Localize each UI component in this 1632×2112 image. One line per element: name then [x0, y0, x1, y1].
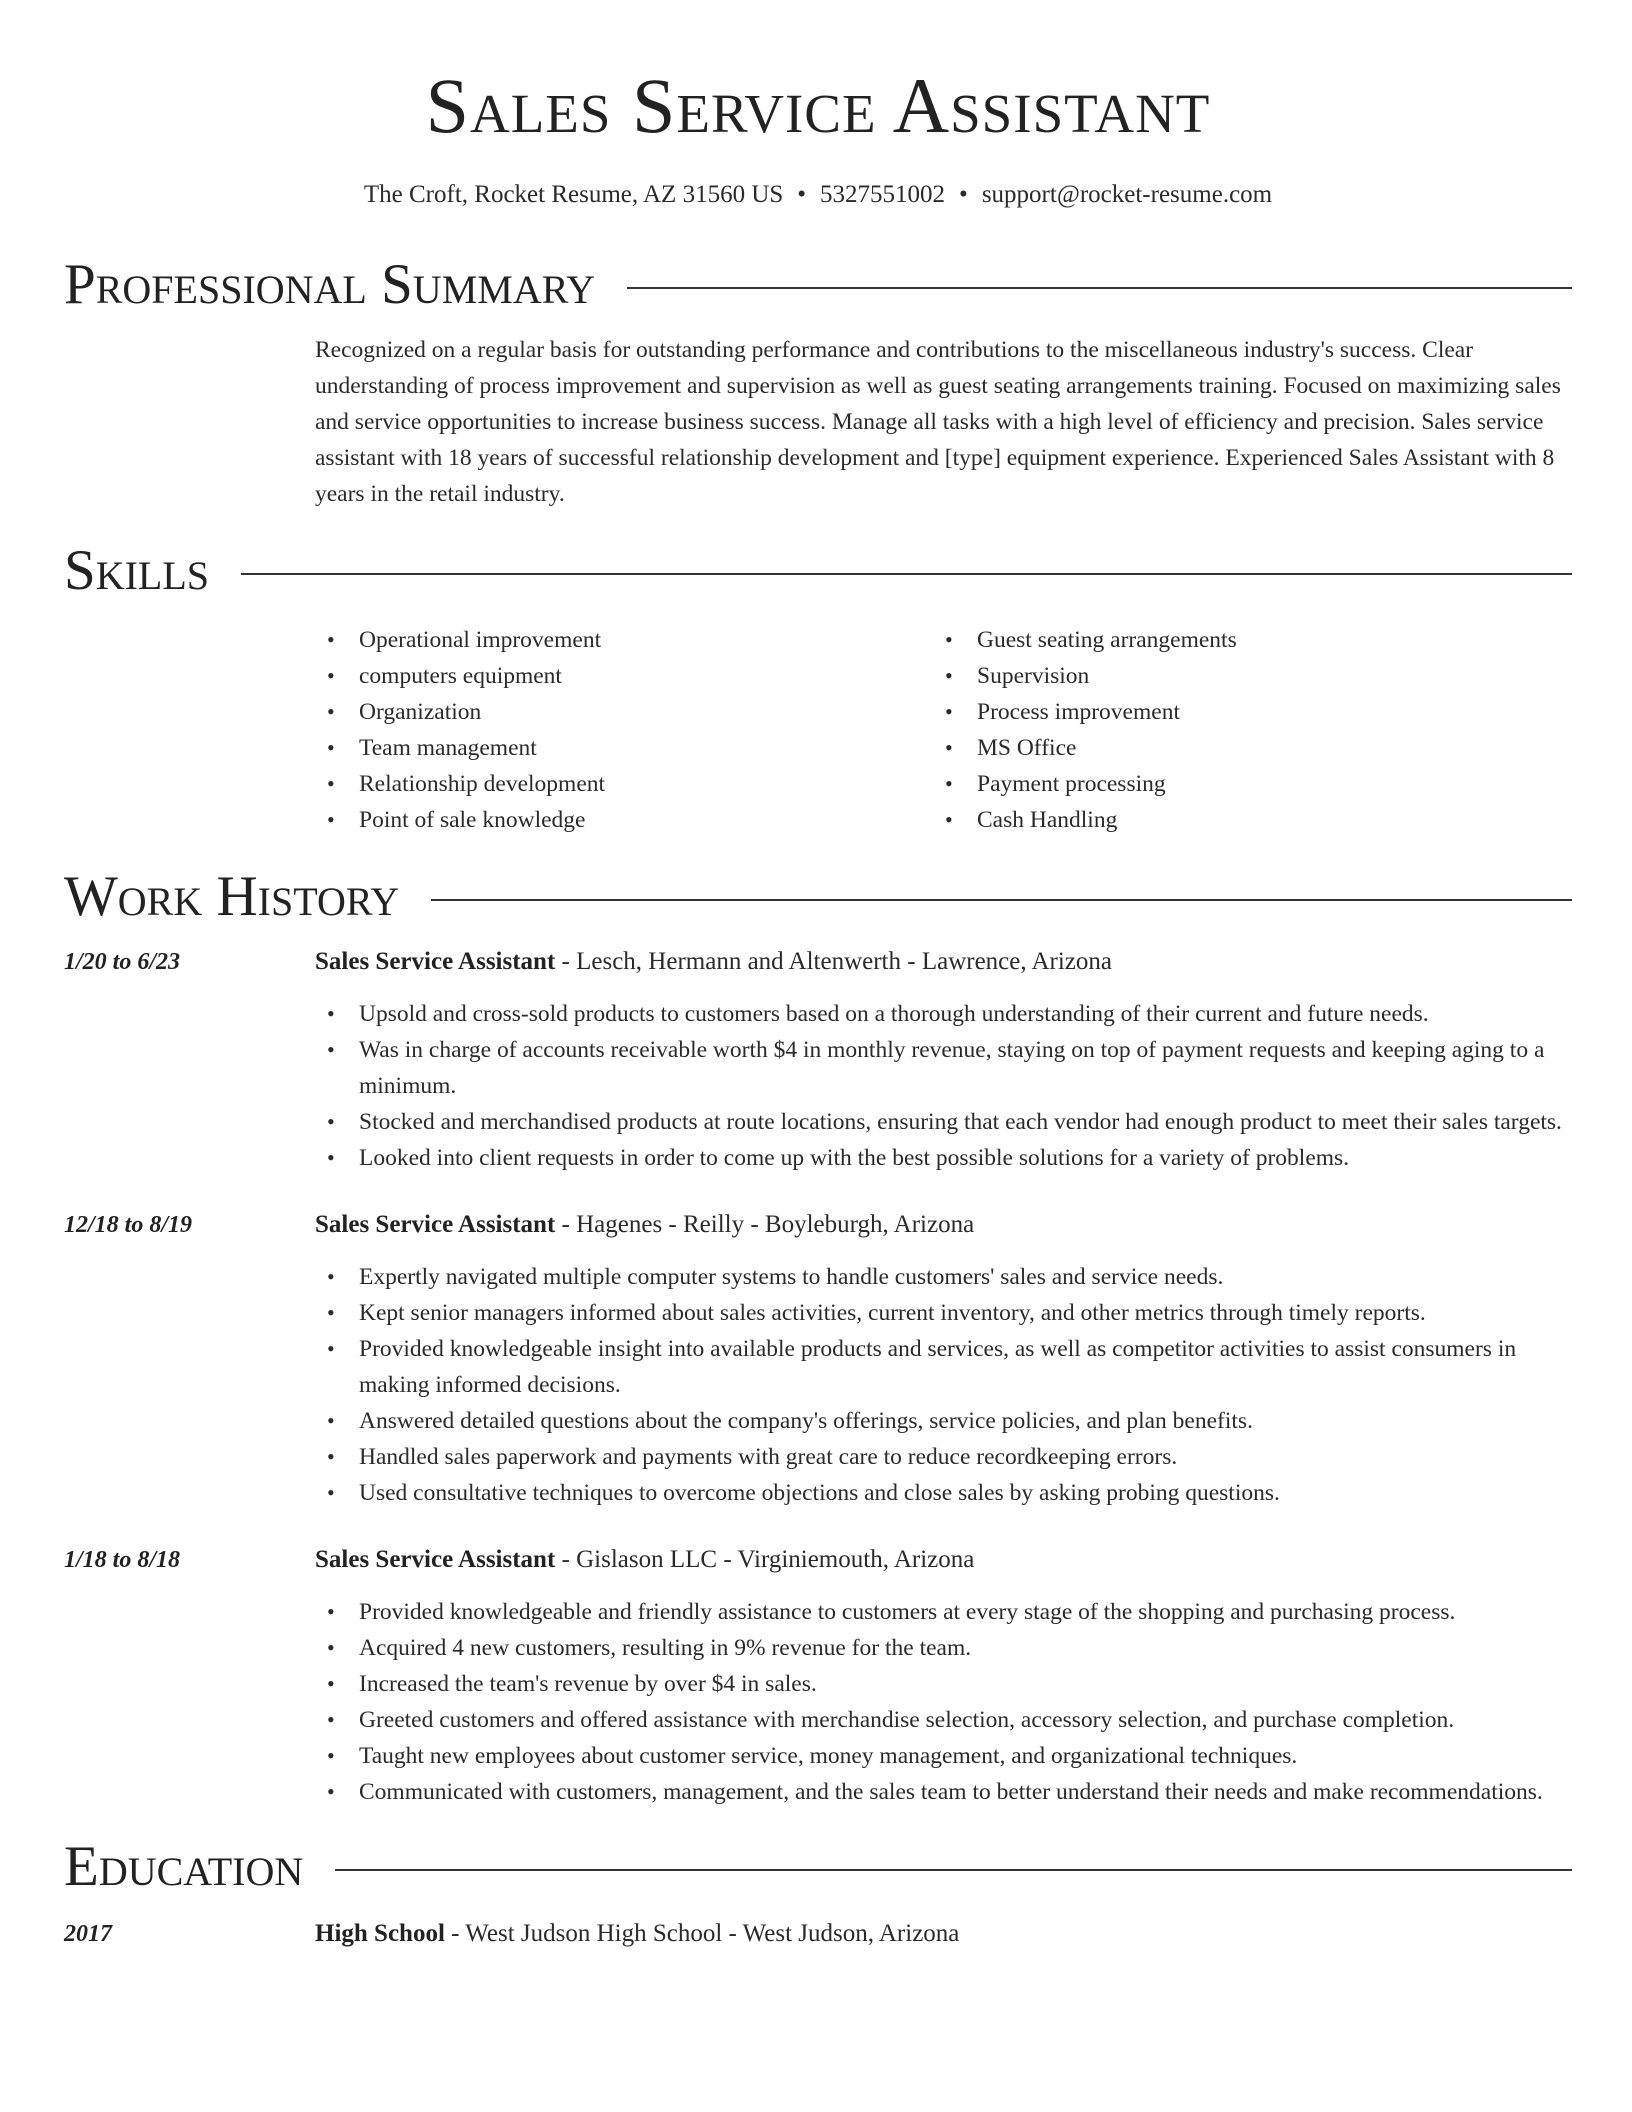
job-title-line [315, 1542, 1572, 1578]
section-divider [241, 573, 1572, 575]
job-title: Sales Service Assistant [315, 1211, 556, 1238]
education-entry [64, 1916, 1572, 1952]
work-heading-text: Work History [64, 865, 400, 928]
job-bullet: • Used consultative techniques to overcome objections and close sales by asking probing questions. [315, 1475, 1572, 1511]
summary-section [315, 332, 1572, 512]
job-title: Sales Service Assistant [315, 1546, 556, 1573]
job-title-line [315, 944, 1572, 980]
job-body [315, 944, 1572, 1176]
job-title: Sales Service Assistant [315, 948, 556, 975]
job-bullet: • Provided knowledgeable and friendly assistance to customers at every stage of the shopping and purchasing process. [315, 1594, 1572, 1630]
job-bullet: • Kept senior managers informed about sales activities, current inventory, and other metrics through timely reports. [315, 1295, 1572, 1331]
section-divider [431, 899, 1572, 901]
skill-item: • Operational improvement [315, 622, 933, 658]
job-dates: 1/20 to 6/23 [64, 949, 181, 975]
job-body [315, 1207, 1572, 1511]
job-bullet: • Greeted customers and offered assistance with merchandise selection, accessory selection, and purchase completion. [315, 1702, 1572, 1738]
job-bullet: • Taught new employees about customer service, money management, and organizational techniques. [315, 1738, 1572, 1774]
job-bullets [315, 1594, 1572, 1810]
job-bullets [315, 996, 1572, 1176]
job-bullet: • Was in charge of accounts receivable worth $4 in monthly revenue, staying on top of payment requests and keeping aging to a minimum. [315, 1032, 1572, 1104]
resume-page [64, 0, 1572, 1952]
job-dates: 1/18 to 8/18 [64, 1547, 181, 1573]
skill-item: • MS Office [933, 730, 1551, 766]
job-bullet: • Handled sales paperwork and payments with great care to reduce recordkeeping errors. [315, 1439, 1572, 1475]
contact-email: support@rocket-resume.com [981, 181, 1273, 208]
job-bullets [315, 1259, 1572, 1511]
job-bullet: • Answered detailed questions about the company's offerings, service policies, and plan benefits. [315, 1403, 1572, 1439]
skill-item: • computers equipment [315, 658, 933, 694]
job-employer: - Gislason LLC - Virginiemouth, Arizona [555, 1546, 975, 1573]
summary-heading-text: Professional Summary [64, 253, 596, 316]
job-employer: - Hagenes - Reilly - Boyleburgh, Arizona [555, 1211, 975, 1238]
contact-address: The Croft, Rocket Resume, AZ 31560 US [363, 181, 784, 208]
skill-item: • Guest seating arrangements [933, 622, 1551, 658]
job-entry [64, 944, 1572, 1176]
job-title-line [315, 1207, 1572, 1243]
summary-text: Recognized on a regular basis for outstanding performance and contributions to the miscellaneous industry's success. Clear understanding of process improvement and supervision as well as guest seating arrangements training. Focused on maximizing sales and service opportunities to increase business success. Manage all tasks with a high level of efficiency and precision. Sales service assistant with 18 years of successful relationship development and [type] equipment experience. Experienced Sales Assistant with 8 years in the retail industry. [315, 337, 1561, 507]
job-bullet: • Communicated with customers, management, and the sales team to better understand their needs and make recommendations. [315, 1774, 1572, 1810]
job-bullet: • Upsold and cross-sold products to customers based on a thorough understanding of their current and future needs. [315, 996, 1572, 1032]
skills-list-right [933, 622, 1551, 838]
education-date: 2017 [64, 1921, 112, 1947]
job-bullet: • Expertly navigated multiple computer systems to handle customers' sales and service needs. [315, 1259, 1572, 1295]
job-bullet: • Stocked and merchandised products at route locations, ensuring that each vendor had enough product to meet their sales targets. [315, 1104, 1572, 1140]
skill-item: • Cash Handling [933, 802, 1551, 838]
skill-item: • Point of sale knowledge [315, 802, 933, 838]
education-heading-text: Education [64, 1835, 304, 1898]
skills-heading-text: Skills [64, 539, 210, 602]
education-heading [64, 1832, 1572, 1902]
skills-list-left [315, 622, 933, 838]
work-heading [64, 862, 1572, 932]
job-dates: 12/18 to 8/19 [64, 1212, 193, 1238]
education-line [315, 1916, 1572, 1952]
skill-item: • Process improvement [933, 694, 1551, 730]
job-body [315, 1542, 1572, 1810]
skills-section [315, 622, 1572, 838]
skill-item: • Relationship development [315, 766, 933, 802]
skill-item: • Team management [315, 730, 933, 766]
contact-phone: 5327551002 [820, 181, 946, 208]
skill-item: • Supervision [933, 658, 1551, 694]
summary-heading [64, 250, 1572, 320]
job-entry [64, 1207, 1572, 1511]
education-degree: High School [315, 1920, 445, 1947]
skill-item: • Organization [315, 694, 933, 730]
job-bullet: • Increased the team's revenue by over $4 in sales. [315, 1666, 1572, 1702]
skill-item: • Payment processing [933, 766, 1551, 802]
candidate-name: Sales Service Assistant [425, 62, 1211, 149]
job-employer: - Lesch, Hermann and Altenwerth - Lawrence, Arizona [555, 948, 1112, 975]
job-entry [64, 1542, 1572, 1810]
contact-separator: • [797, 181, 807, 208]
section-divider [335, 1869, 1572, 1871]
section-divider [627, 287, 1572, 289]
job-bullet: • Acquired 4 new customers, resulting in 9% revenue for the team. [315, 1630, 1572, 1666]
contact-line [64, 178, 1572, 212]
contact-separator: • [959, 181, 968, 208]
skills-heading [64, 536, 1572, 606]
job-bullet: • Looked into client requests in order to come up with the best possible solutions for a variety of problems. [315, 1140, 1572, 1176]
education-school: - West Judson High School - West Judson, Arizona [444, 1920, 960, 1947]
job-bullet: • Provided knowledgeable insight into available products and services, as well as competitor activities to assist consumers in making informed decisions. [315, 1331, 1572, 1403]
